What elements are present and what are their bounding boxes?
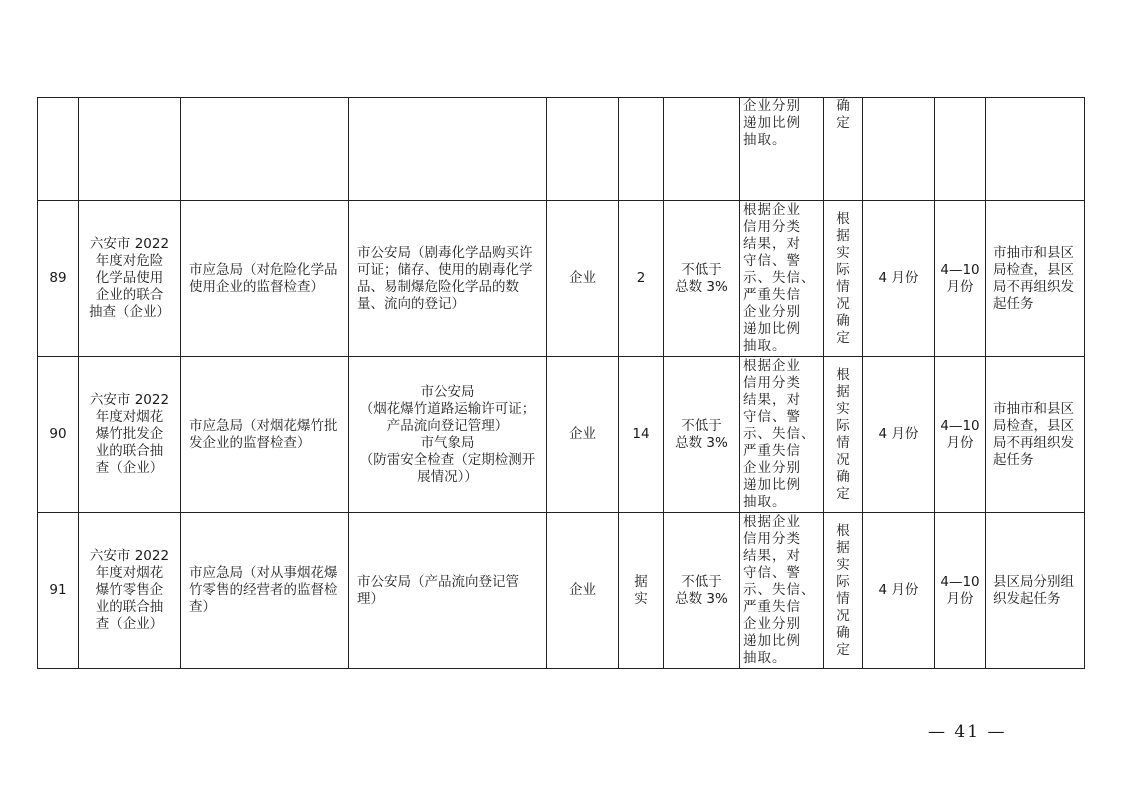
row-number-cell: 91 (38, 513, 79, 669)
task-name-cell: 六安市 2022 年度对危险 化学品使用 企业的联合 抽查（企业） (79, 201, 181, 357)
table-row (38, 201, 1085, 357)
remark-cell: 县区局分别组织发起任务 (986, 513, 1085, 669)
sampling-basis-cell: 根据企业 信用分类 结果，对 守信、警 示、失信、 严重失信 企业分别 递加比例 抽取。 (740, 357, 824, 513)
confirm-cell: 根 据 实 际 情 况 确 定 (824, 201, 863, 357)
count-cell: 据 实 (619, 513, 664, 669)
joint-dept-cell: 市公安局（剧毒化学品购买许可证；储存、使用的剧毒化学品、易制爆危险化学品的数量、流向的登记） (349, 201, 547, 357)
joint-dept-cell: 市公安局 （烟花爆竹道路运输许可证；产品流向登记管理） 市气象局 （防雷安全检查（定期检测开展情况）） (349, 357, 547, 513)
object-cell: 企业 (547, 201, 619, 357)
period-cell: 4—10 月份 (935, 357, 986, 513)
table-row (38, 513, 1085, 669)
object-cell (547, 98, 619, 201)
ratio-cell: 不低于 总数 3% (664, 357, 740, 513)
count-cell: 2 (619, 201, 664, 357)
count-cell (619, 98, 664, 201)
count-cell: 14 (619, 357, 664, 513)
month-cell: 4 月份 (863, 513, 935, 669)
sampling-basis-cell: 根据企业 信用分类 结果，对 守信、警 示、失信、 严重失信 企业分别 递加比例 抽取。 (740, 513, 824, 669)
confirm-cell: 根 据 实 际 情 况 确 定 (824, 357, 863, 513)
ratio-cell (664, 98, 740, 201)
initiator-cell: 市应急局（对从事烟花爆竹零售的经营者的监督检查） (181, 513, 349, 669)
remark-cell: 市抽市和县区局检查，县区局不再组织发起任务 (986, 357, 1085, 513)
confirm-cell: 确 定 (824, 98, 863, 201)
inspection-plan-table (37, 97, 1085, 669)
initiator-cell (181, 98, 349, 201)
table-row (38, 98, 1085, 201)
ratio-cell: 不低于 总数 3% (664, 201, 740, 357)
page-number: — 41 — (928, 722, 1007, 742)
sampling-basis-cell: 根据企业 信用分类 结果，对 守信、警 示、失信、 严重失信 企业分别 递加比例 抽取。 (740, 201, 824, 357)
object-cell: 企业 (547, 357, 619, 513)
month-cell (863, 98, 935, 201)
row-number-cell: 90 (38, 357, 79, 513)
period-cell: 4—10 月份 (935, 201, 986, 357)
sampling-basis-cell: 企业分别 递加比例 抽取。 (740, 98, 824, 201)
task-name-cell (79, 98, 181, 201)
remark-cell (986, 98, 1085, 201)
table-row (38, 357, 1085, 513)
joint-dept-cell: 市公安局（产品流向登记管理） (349, 513, 547, 669)
ratio-cell: 不低于 总数 3% (664, 513, 740, 669)
row-number-cell (38, 98, 79, 201)
period-cell (935, 98, 986, 201)
period-cell: 4—10 月份 (935, 513, 986, 669)
joint-dept-cell (349, 98, 547, 201)
remark-cell: 市抽市和县区局检查，县区局不再组织发起任务 (986, 201, 1085, 357)
object-cell: 企业 (547, 513, 619, 669)
initiator-cell: 市应急局（对烟花爆竹批发企业的监督检查） (181, 357, 349, 513)
month-cell: 4 月份 (863, 357, 935, 513)
row-number-cell: 89 (38, 201, 79, 357)
initiator-cell: 市应急局（对危险化学品使用企业的监督检查） (181, 201, 349, 357)
task-name-cell: 六安市 2022 年度对烟花 爆竹批发企 业的联合抽 查（企业） (79, 357, 181, 513)
confirm-cell: 根 据 实 际 情 况 确 定 (824, 513, 863, 669)
task-name-cell: 六安市 2022 年度对烟花 爆竹零售企 业的联合抽 查（企业） (79, 513, 181, 669)
month-cell: 4 月份 (863, 201, 935, 357)
